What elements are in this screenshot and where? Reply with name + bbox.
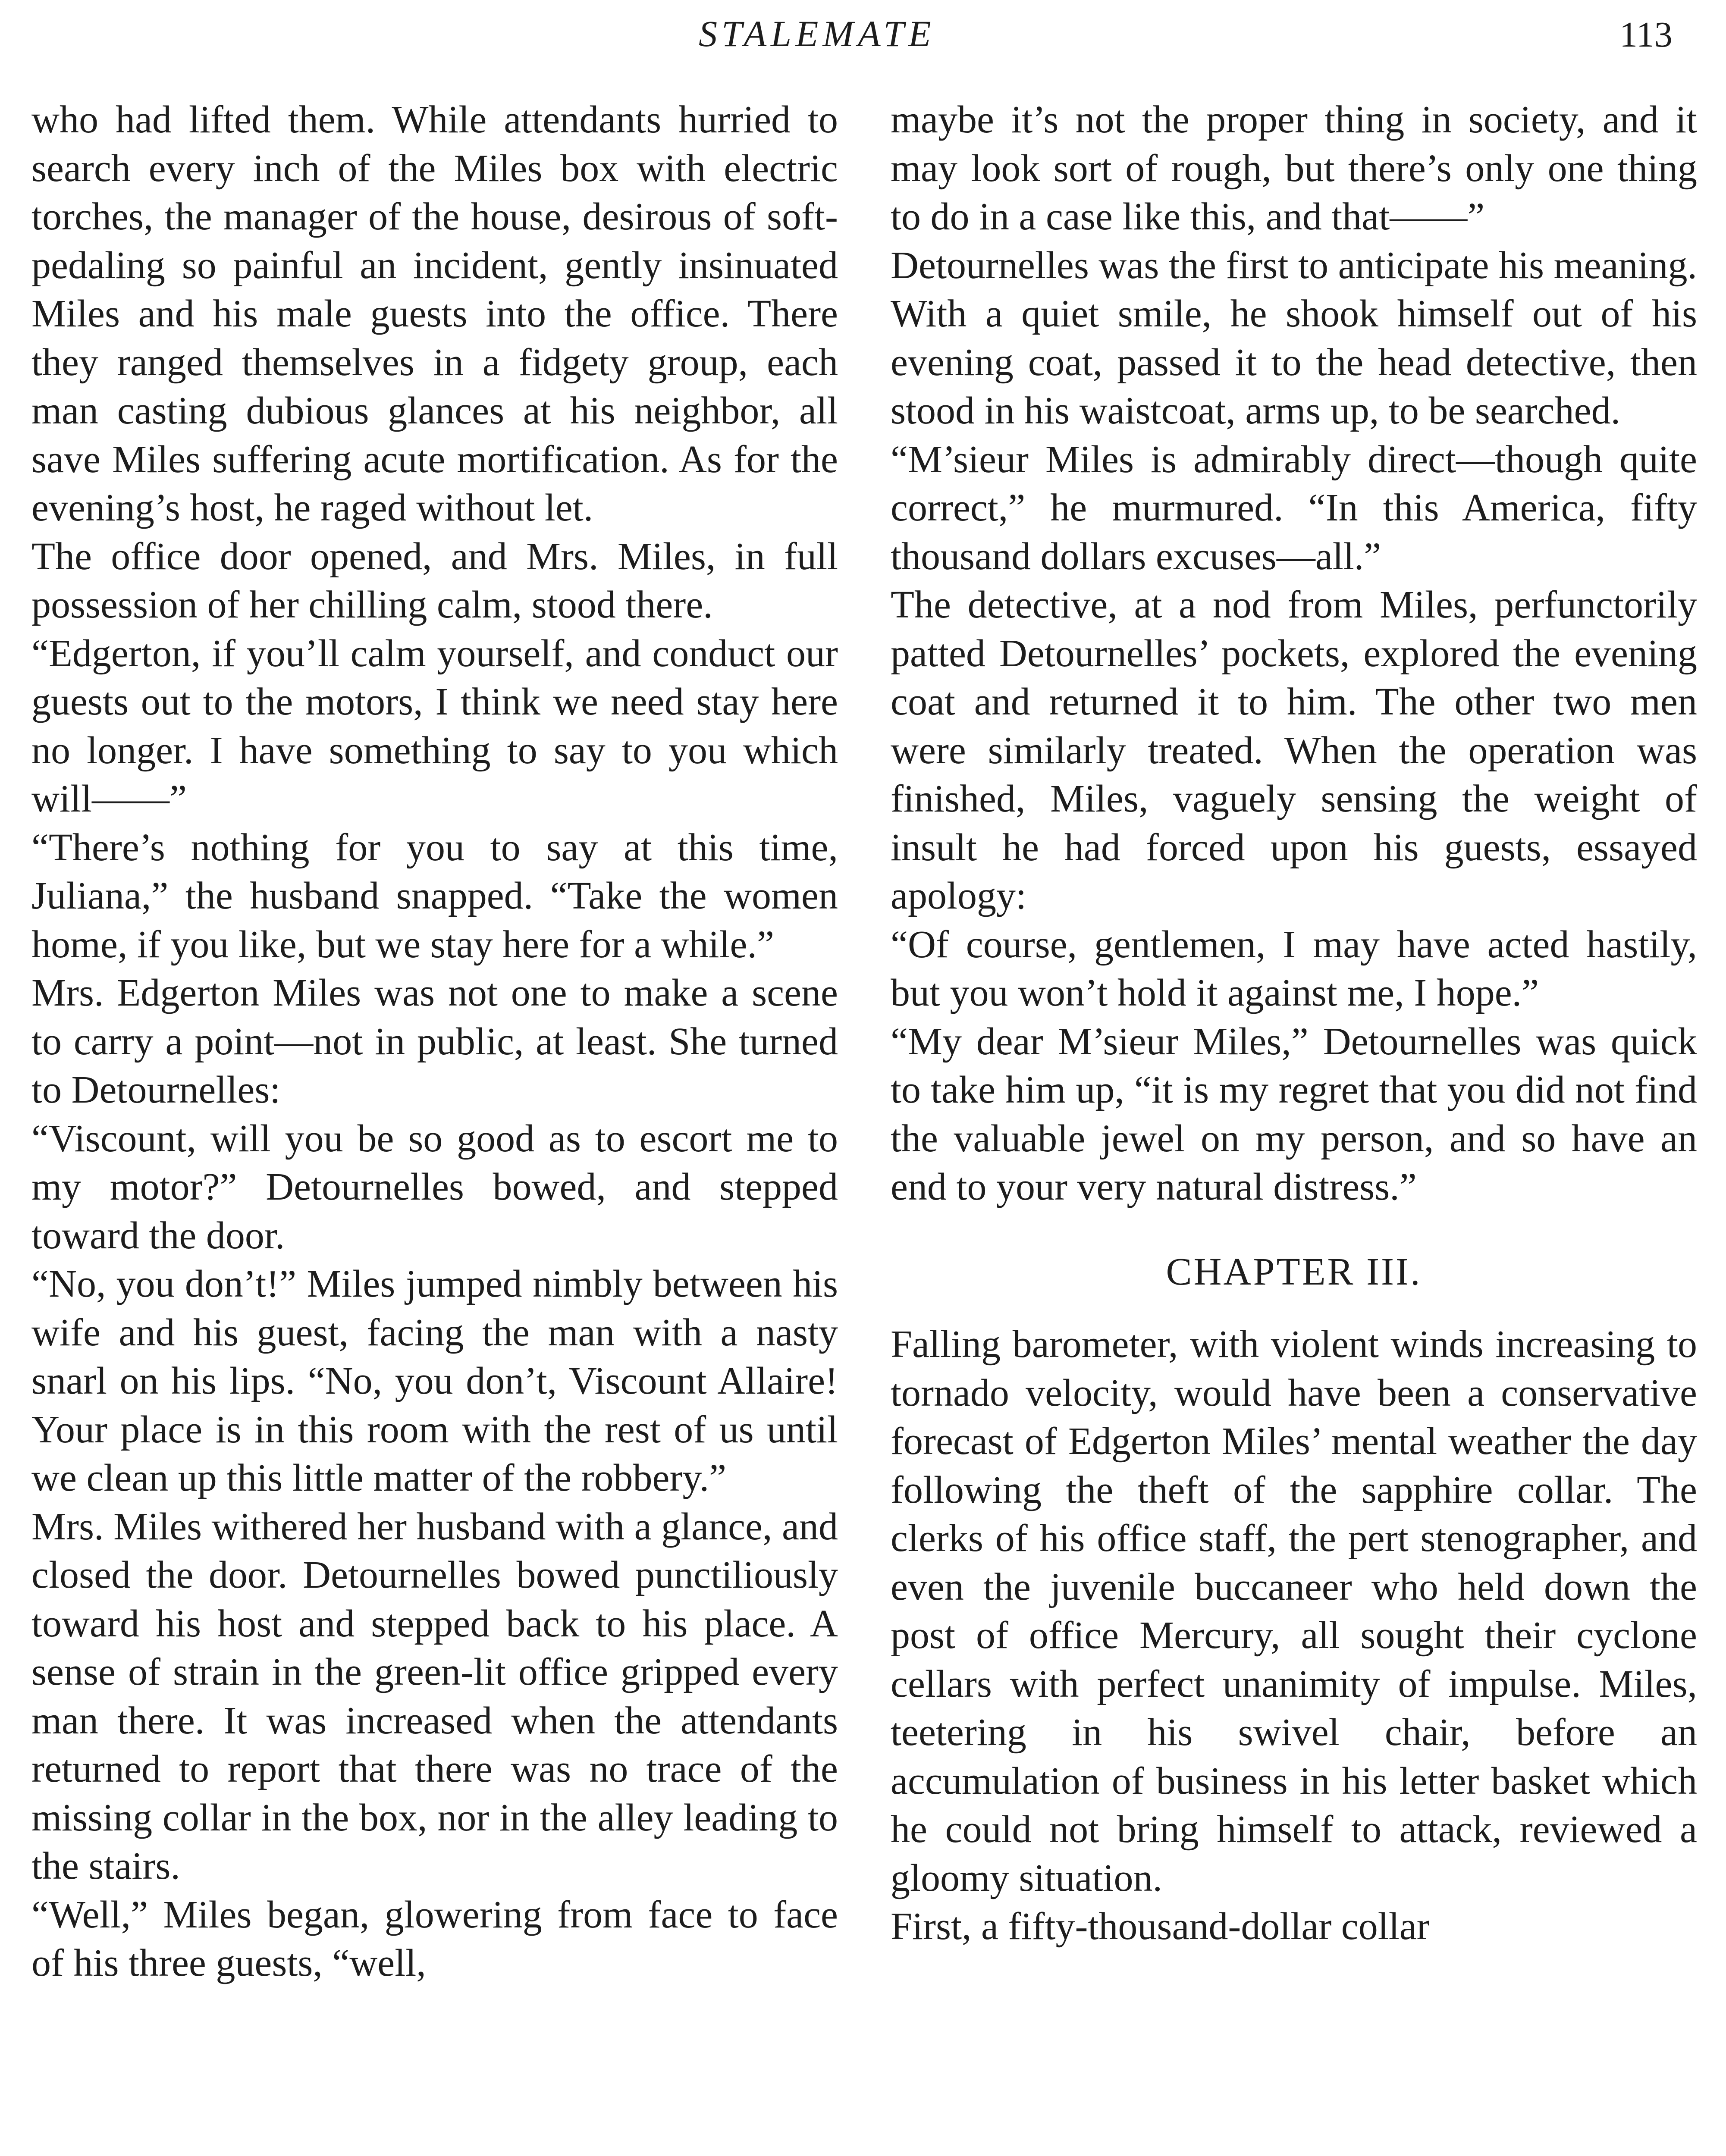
right-column (891, 96, 1697, 1951)
paragraph: First, a fifty-thousand-dollar collar (891, 1905, 1430, 1948)
paragraph: “Edgerton, if you’ll calm yourself, and conduct our guests out to the motors, I think we need stay here no longer. I have something to say to you which will——” (31, 632, 838, 820)
paragraph: who had lifted them. While attendants hurried to search every inch of the Miles box with electric torches, the manager of the house, desirous of soft-pedaling so painful an incident, gently insinuated Miles and his male guests into the office. There they ranged themselves in a fidgety group, each man casting dubious glances at his neighbor, all save Miles suffering acute mortification. As for the evening’s host, he raged without let. (31, 98, 838, 529)
paragraph: “M’sieur Miles is admirably direct—though quite correct,” he murmured. “In this America, fifty thousand dollars excuses—all.” (891, 438, 1697, 578)
paragraph: Detournelles was the first to anticipate his meaning. With a quiet smile, he shook himself out of his evening coat, passed it to the head detective, then stood in his waistcoat, arms up, to be searched. (891, 244, 1697, 432)
chapter-heading: CHAPTER III. (1166, 1250, 1422, 1293)
paragraph: “Well,” Miles began, glowering from face to face of his three guests, “well, (31, 1893, 838, 1984)
paragraph: Mrs. Edgerton Miles was not one to make a scene to carry a point—not in public, at least. She turned to Detournelles: (31, 971, 838, 1111)
paragraph: Mrs. Miles withered her husband with a glance, and closed the door. Detournelles bowed punctiliously toward his host and stepped back to his place. A sense of strain in the green-lit office gripped every man there. It was increased when the attendants returned to report that there was no trace of the missing collar in the box, nor in the alley leading to the stairs. (31, 1505, 838, 1887)
paragraph: “Of course, gentlemen, I may have acted hastily, but you won’t hold it against me, I hope.” (891, 923, 1697, 1014)
running-title: STALEMATE (699, 13, 935, 54)
page-number: 113 (1619, 15, 1673, 55)
paragraph: “My dear M’sieur Miles,” Detournelles was quick to take him up, “it is my regret that you did not find the valuable jewel on my person, and so have an end to your very natural distress.” (891, 1020, 1697, 1208)
paragraph: The detective, at a nod from Miles, perfunctorily patted Detournelles’ pockets, explored the evening coat and returned it to him. The other two men were similarly treated. When the operation was finished, Miles, vaguely sensing the weight of insult he had forced upon his guests, essayed apology: (891, 583, 1697, 917)
paragraph: “Viscount, will you be so good as to escort me to my motor?” Detournelles bowed, and stepped toward the door. (31, 1117, 838, 1257)
paragraph: The office door opened, and Mrs. Miles, in full possession of her chilling calm, stood there. (31, 535, 838, 626)
paragraph: “No, you don’t!” Miles jumped nimbly between his wife and his guest, facing the man with a nasty snarl on his lips. “No, you don’t, Viscount Allaire! Your place is in this room with the rest of us until we clean up this little matter of the robbery.” (31, 1263, 838, 1499)
paragraph: maybe it’s not the proper thing in society, and it may look sort of rough, but there’s only one thing to do in a case like this, and that——” (891, 98, 1697, 238)
paragraph: “There’s nothing for you to say at this time, Juliana,” the husband snapped. “Take the women home, if you like, but we stay here for a while.” (31, 826, 838, 966)
page-header (0, 0, 1726, 65)
left-column (31, 96, 838, 1988)
paragraph: Falling barometer, with violent winds increasing to tornado velocity, would have been a conservative forecast of Edgerton Miles’ mental weather the day following the theft of the sapphire collar. The clerks of his office staff, the pert stenographer, and even the juvenile buccaneer who held down the post of office Mercury, all sought their cyclone cellars with perfect unanimity of impulse. Miles, teetering in his swivel chair, before an accumulation of business in his letter basket which he could not bring himself to attack, reviewed a gloomy situation. (891, 1323, 1697, 1899)
